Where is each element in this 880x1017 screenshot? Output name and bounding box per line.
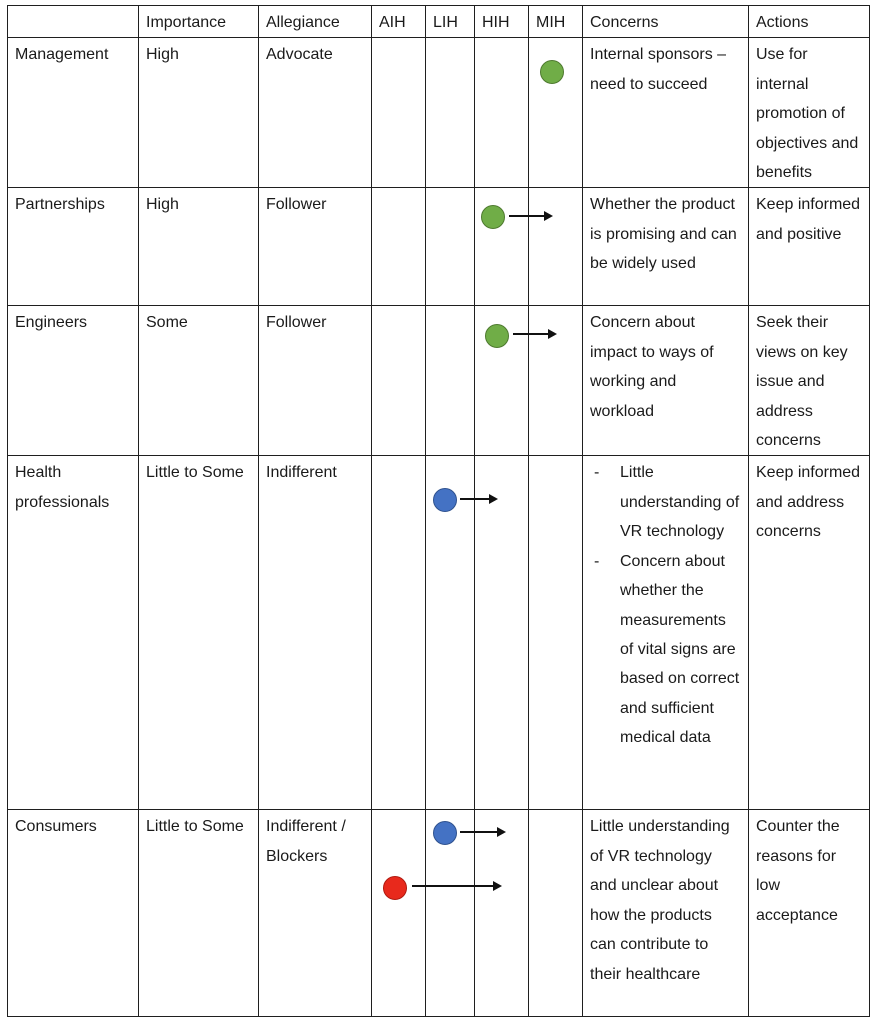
header-allegiance: Allegiance xyxy=(259,6,372,38)
stakeholder-name: Management xyxy=(8,38,139,188)
aih-cell xyxy=(372,38,426,188)
concerns-list xyxy=(590,458,742,752)
aih-cell xyxy=(372,306,426,456)
actions-cell: Use for internal promotion of objectives and benefits xyxy=(749,38,870,188)
allegiance-cell: Follower xyxy=(259,188,372,306)
concerns-cell: Little understanding of VR technology and unclear about how the products can contribute to their healthcare xyxy=(583,810,749,1017)
concern-item: - Concern about whether the measurements of vital signs are based on correct and sufficient medical data xyxy=(590,547,742,753)
lih-cell xyxy=(426,306,475,456)
concern-item: - Little understanding of VR technology xyxy=(590,458,742,546)
importance-cell: Little to Some xyxy=(139,810,259,1017)
table-row xyxy=(8,456,870,810)
table-row xyxy=(8,810,870,1017)
allegiance-cell: Advocate xyxy=(259,38,372,188)
lih-cell xyxy=(426,456,475,810)
importance-cell: High xyxy=(139,38,259,188)
hih-cell xyxy=(475,810,529,1017)
mih-cell xyxy=(529,810,583,1017)
actions-cell: Counter the reasons for low acceptance xyxy=(749,810,870,1017)
stakeholder-name: Consumers xyxy=(8,810,139,1017)
mih-cell xyxy=(529,188,583,306)
stakeholder-name: Engineers xyxy=(8,306,139,456)
table-row xyxy=(8,188,870,306)
mih-cell xyxy=(529,456,583,810)
header-lih: LIH xyxy=(426,6,475,38)
actions-cell: Keep informed and positive xyxy=(749,188,870,306)
aih-cell xyxy=(372,456,426,810)
header-mih: MIH xyxy=(529,6,583,38)
hih-cell xyxy=(475,38,529,188)
mih-cell xyxy=(529,306,583,456)
stakeholder-table xyxy=(7,5,870,1017)
hih-cell xyxy=(475,188,529,306)
importance-cell: Little to Some xyxy=(139,456,259,810)
header-aih: AIH xyxy=(372,6,426,38)
header-importance: Importance xyxy=(139,6,259,38)
actions-cell: Seek their views on key issue and address concerns xyxy=(749,306,870,456)
importance-cell: Some xyxy=(139,306,259,456)
mih-cell xyxy=(529,38,583,188)
allegiance-cell: Indifferent / Blockers xyxy=(259,810,372,1017)
allegiance-cell: Indifferent xyxy=(259,456,372,810)
actions-cell: Keep informed and address concerns xyxy=(749,456,870,810)
table-row xyxy=(8,38,870,188)
concerns-cell: Internal sponsors – need to succeed xyxy=(583,38,749,188)
header-hih: HIH xyxy=(475,6,529,38)
concerns-cell xyxy=(583,456,749,810)
hih-cell xyxy=(475,456,529,810)
lih-cell xyxy=(426,810,475,1017)
concerns-cell: Concern about impact to ways of working and workload xyxy=(583,306,749,456)
concerns-cell: Whether the product is promising and can be widely used xyxy=(583,188,749,306)
importance-cell: High xyxy=(139,188,259,306)
table-row xyxy=(8,306,870,456)
lih-cell xyxy=(426,188,475,306)
aih-cell xyxy=(372,188,426,306)
header-concerns: Concerns xyxy=(583,6,749,38)
header-actions: Actions xyxy=(749,6,870,38)
stakeholder-name: Health professionals xyxy=(8,456,139,810)
header-row xyxy=(8,6,870,38)
aih-cell xyxy=(372,810,426,1017)
hih-cell xyxy=(475,306,529,456)
allegiance-cell: Follower xyxy=(259,306,372,456)
stakeholder-name: Partnerships xyxy=(8,188,139,306)
header-stakeholder xyxy=(8,6,139,38)
lih-cell xyxy=(426,38,475,188)
